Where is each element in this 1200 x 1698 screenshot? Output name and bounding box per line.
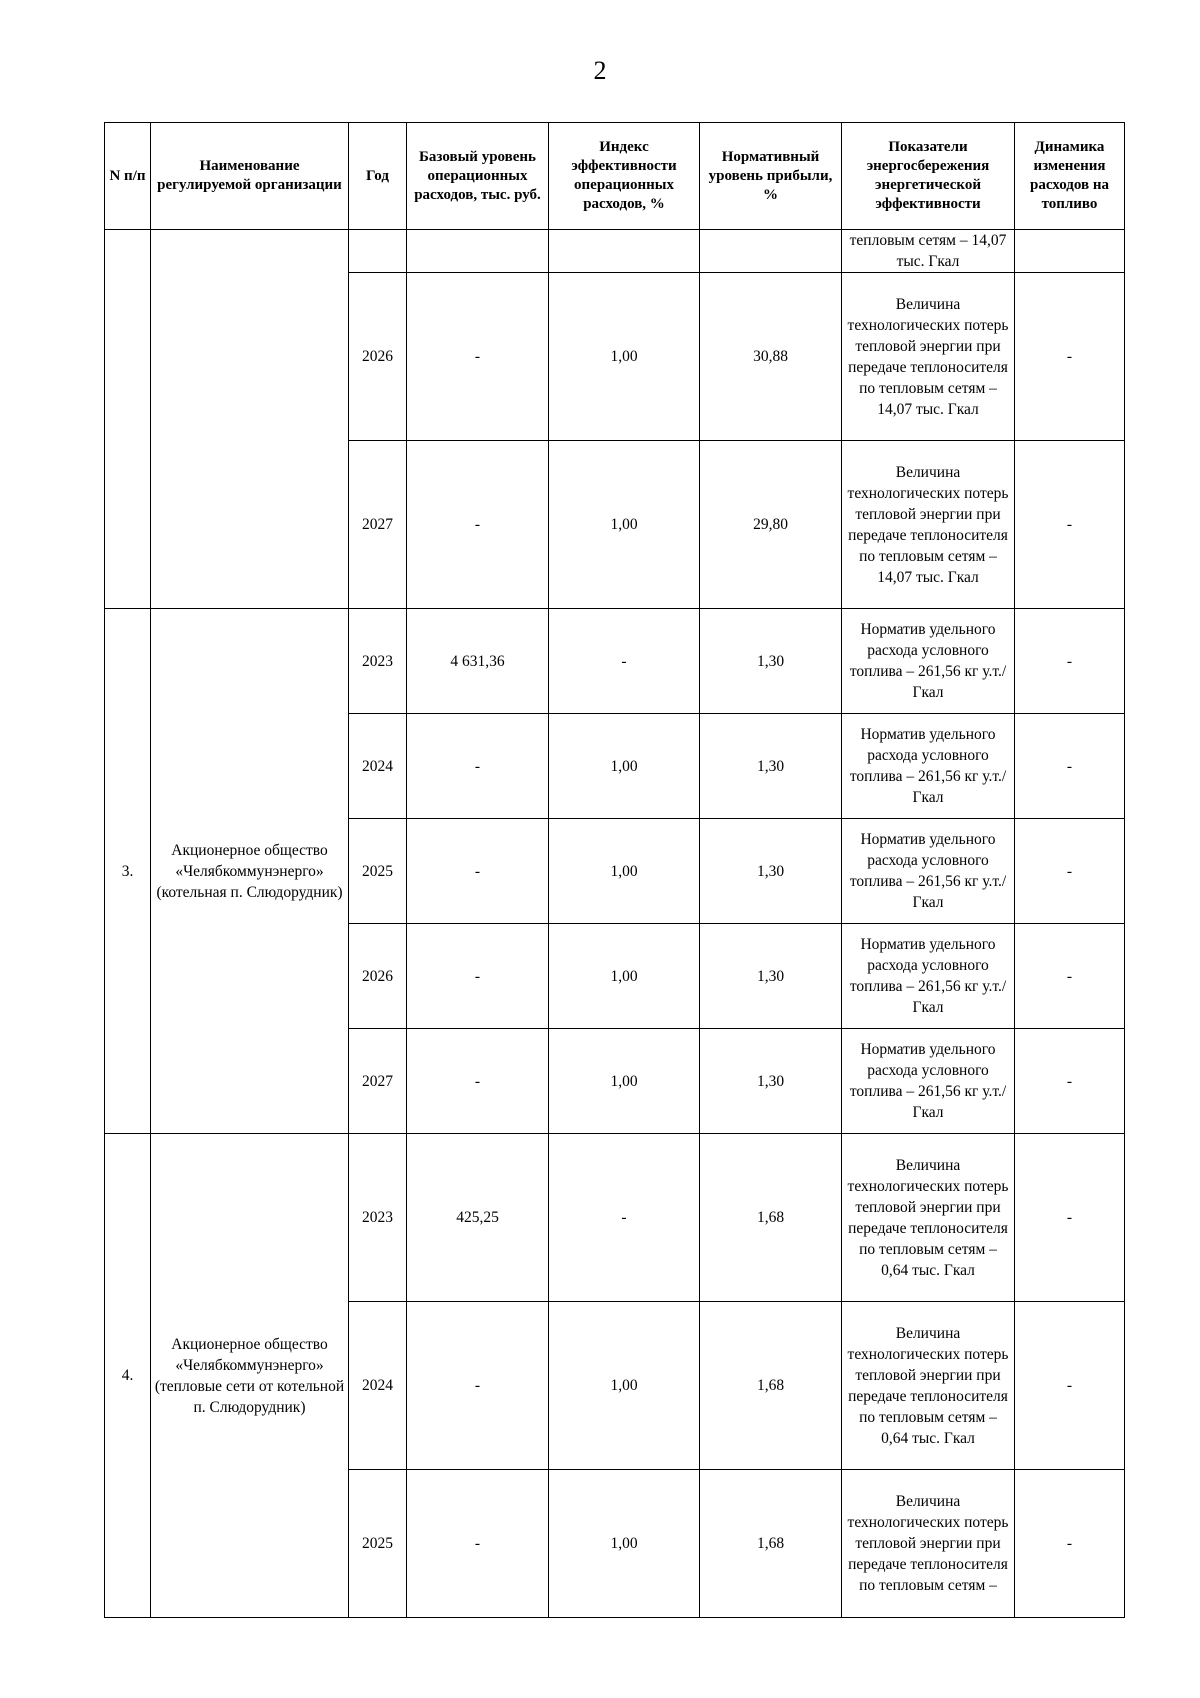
cell-energy-indicator: Величина технологических потерь тепловой энергии при передаче теплоносителя по тепловым сетям – 0,64 тыс. Гкал: [842, 1302, 1015, 1470]
cell-profit-level: 30,88: [700, 273, 842, 441]
cell-energy-indicator: Величина технологических потерь тепловой энергии при передаче теплоносителя по тепловым сетям – 14,07 тыс. Гкал: [842, 273, 1015, 441]
cell-base-opex: -: [407, 1470, 549, 1618]
cell-energy-indicator: Норматив удельного расхода условного топлива – 261,56 кг у.т./Гкал: [842, 924, 1015, 1029]
cell-base-opex: -: [407, 1302, 549, 1470]
cell-efficiency-index: 1,00: [549, 273, 700, 441]
cell-organization: [151, 230, 349, 609]
cell-efficiency-index: 1,00: [549, 1470, 700, 1618]
cell-fuel-dynamics: -: [1015, 609, 1125, 714]
cell-efficiency-index: 1,00: [549, 714, 700, 819]
cell-base-opex: 4 631,36: [407, 609, 549, 714]
cell-year: 2026: [349, 924, 407, 1029]
table-row: [105, 230, 1125, 273]
cell-base-opex: -: [407, 273, 549, 441]
cell-profit-level: 1,68: [700, 1302, 842, 1470]
cell-energy-indicator: Норматив удельного расхода условного топлива – 261,56 кг у.т./Гкал: [842, 609, 1015, 714]
cell-fuel-dynamics: -: [1015, 924, 1125, 1029]
cell-year: 2025: [349, 819, 407, 924]
cell-fuel-dynamics: -: [1015, 441, 1125, 609]
cell-fuel-dynamics: -: [1015, 1134, 1125, 1302]
cell-year: 2024: [349, 1302, 407, 1470]
header-number: N п/п: [105, 123, 151, 230]
cell-energy-indicator: Норматив удельного расхода условного топлива – 261,56 кг у.т./Гкал: [842, 819, 1015, 924]
cell-base-opex: -: [407, 819, 549, 924]
cell-efficiency-index: 1,00: [549, 819, 700, 924]
cell-energy-indicator: Величина технологических потерь тепловой энергии при передаче теплоносителя по тепловым сетям –: [842, 1470, 1015, 1618]
cell-profit-level: 1,30: [700, 819, 842, 924]
cell-fuel-dynamics: -: [1015, 819, 1125, 924]
cell-efficiency-index: [549, 230, 700, 273]
cell-energy-indicator: Величина технологических потерь тепловой энергии при передаче теплоносителя по тепловым сетям – 14,07 тыс. Гкал: [842, 441, 1015, 609]
cell-efficiency-index: 1,00: [549, 441, 700, 609]
cell-number: [105, 230, 151, 609]
cell-efficiency-index: 1,00: [549, 924, 700, 1029]
table-header-row: [105, 123, 1125, 230]
cell-base-opex: 425,25: [407, 1134, 549, 1302]
cell-base-opex: [407, 230, 549, 273]
cell-fuel-dynamics: -: [1015, 1029, 1125, 1134]
cell-efficiency-index: -: [549, 609, 700, 714]
header-profit-level: Нормативный уровень прибыли, %: [700, 123, 842, 230]
cell-fuel-dynamics: -: [1015, 1470, 1125, 1618]
cell-profit-level: 1,30: [700, 714, 842, 819]
cell-organization: Акционерное общество «Челябкоммунэнерго» (тепловые сети от котельной п. Слюдорудник): [151, 1134, 349, 1618]
cell-energy-indicator: Величина технологических потерь тепловой энергии при передаче теплоносителя по тепловым сетям – 0,64 тыс. Гкал: [842, 1134, 1015, 1302]
cell-fuel-dynamics: -: [1015, 1302, 1125, 1470]
cell-base-opex: -: [407, 924, 549, 1029]
cell-fuel-dynamics: [1015, 230, 1125, 273]
cell-organization: Акционерное общество «Челябкоммунэнерго» (котельная п. Слюдорудник): [151, 609, 349, 1134]
cell-energy-indicator: Норматив удельного расхода условного топлива – 261,56 кг у.т./Гкал: [842, 1029, 1015, 1134]
cell-profit-level: 1,30: [700, 1029, 842, 1134]
cell-fuel-dynamics: -: [1015, 714, 1125, 819]
cell-profit-level: 1,68: [700, 1470, 842, 1618]
cell-base-opex: -: [407, 1029, 549, 1134]
cell-profit-level: 1,68: [700, 1134, 842, 1302]
cell-base-opex: -: [407, 441, 549, 609]
cell-energy-indicator: Норматив удельного расхода условного топлива – 261,56 кг у.т./Гкал: [842, 714, 1015, 819]
cell-efficiency-index: 1,00: [549, 1029, 700, 1134]
cell-profit-level: 1,30: [700, 924, 842, 1029]
cell-year: 2025: [349, 1470, 407, 1618]
cell-fuel-dynamics: -: [1015, 273, 1125, 441]
header-organization: Наименование регулируемой организации: [151, 123, 349, 230]
header-fuel-dynamics: Динамика изменения расходов на топливо: [1015, 123, 1125, 230]
cell-year: 2023: [349, 1134, 407, 1302]
cell-efficiency-index: 1,00: [549, 1302, 700, 1470]
header-efficiency-index: Индекс эффективности операционных расходов, %: [549, 123, 700, 230]
cell-year: 2026: [349, 273, 407, 441]
cell-number: 3.: [105, 609, 151, 1134]
cell-energy-indicator: тепловым сетям – 14,07 тыс. Гкал: [842, 230, 1015, 273]
cell-profit-level: [700, 230, 842, 273]
header-year: Год: [349, 123, 407, 230]
cell-profit-level: 1,30: [700, 609, 842, 714]
table-row: [105, 1134, 1125, 1302]
cell-year: 2023: [349, 609, 407, 714]
cell-year: 2027: [349, 1029, 407, 1134]
header-base-opex: Базовый уровень операционных расходов, тыс. руб.: [407, 123, 549, 230]
cell-efficiency-index: -: [549, 1134, 700, 1302]
cell-year: [349, 230, 407, 273]
tariff-table: [104, 122, 1125, 1618]
cell-year: 2027: [349, 441, 407, 609]
header-energy-indicators: Показатели энергосбережения энергетической эффективности: [842, 123, 1015, 230]
cell-profit-level: 29,80: [700, 441, 842, 609]
cell-year: 2024: [349, 714, 407, 819]
cell-number: 4.: [105, 1134, 151, 1618]
table-row: [105, 609, 1125, 714]
cell-base-opex: -: [407, 714, 549, 819]
page-number: 2: [593, 56, 607, 85]
